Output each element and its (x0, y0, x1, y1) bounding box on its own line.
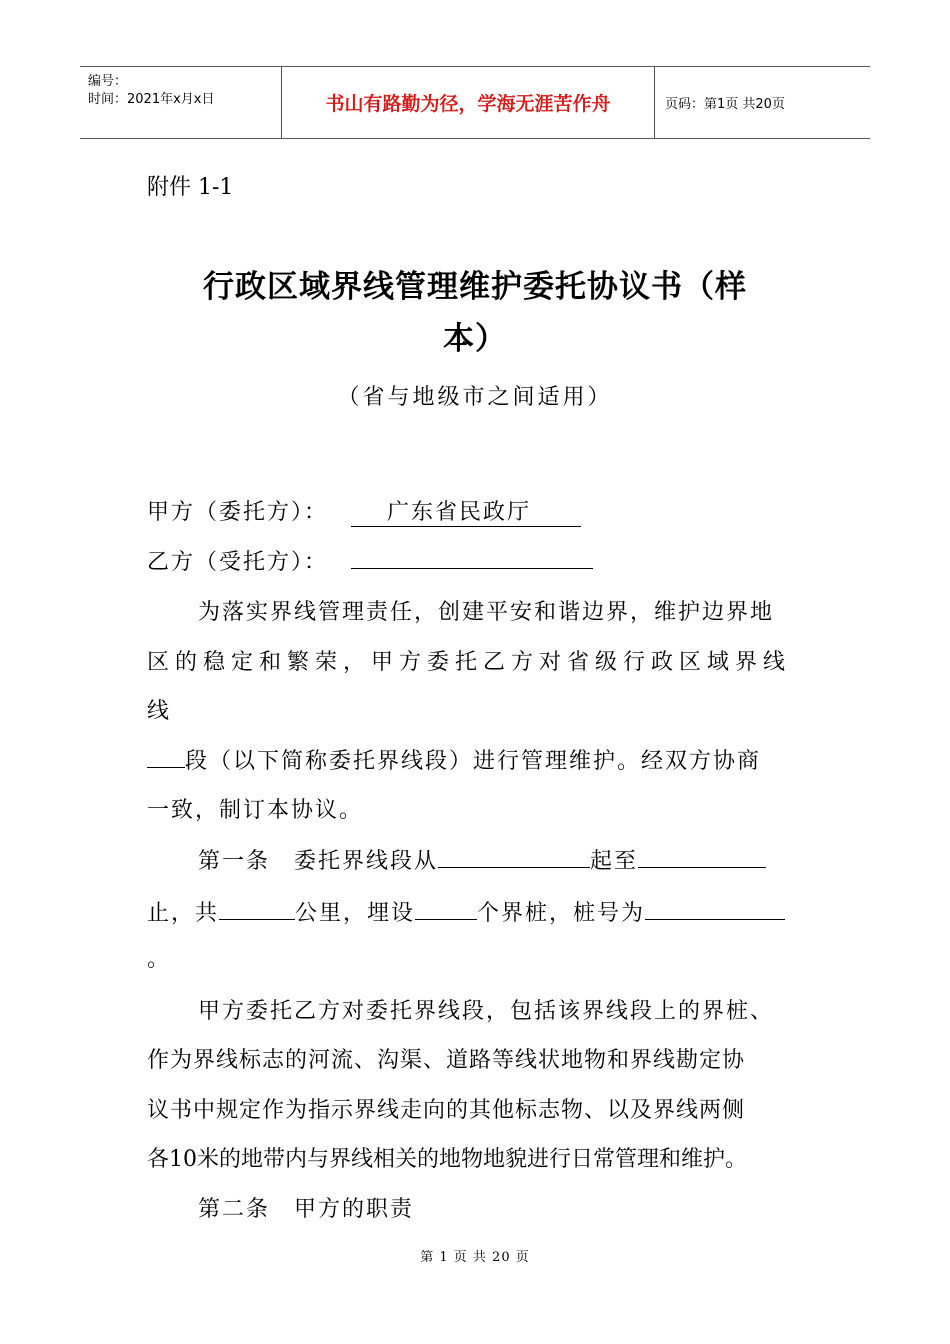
party-a-line (147, 495, 581, 527)
para1-line-1: 为落实界线管理责任，创建平安和谐边界，维护边界地 (198, 600, 775, 625)
document-time-label: 时间：2021年x月x日 (88, 92, 215, 107)
document-subtitle: （省与地级市之间适用） (337, 385, 613, 410)
segment-blank (147, 745, 185, 768)
article-1-part-4: 公里，埋设 (295, 901, 416, 926)
party-a-label: 甲方（委托方）： (147, 500, 329, 525)
para2-line-1: 甲方委托乙方对委托界线段，包括该界线段上的界桩、 (198, 999, 775, 1024)
article-1-line-2 (147, 896, 785, 927)
para1-line-4-text: 段（以下简称委托界线段）进行管理维护。经双方协商 (185, 749, 762, 774)
pile-count-blank (415, 897, 477, 920)
end-point-blank (638, 845, 766, 868)
document-number-label: 编号： (88, 74, 128, 89)
header-meta (80, 67, 282, 138)
article-1-part-2: 起至 (590, 849, 639, 874)
para1-line-3: 线 (147, 699, 172, 724)
page-header (80, 66, 870, 139)
page-footer: 第 1 页 共 20 页 (420, 1250, 530, 1265)
para1-line-2: 区的稳定和繁荣，甲方委托乙方对省级行政区域界线 (147, 650, 792, 675)
header-page-number: 页码：第1页 共20页 (665, 97, 785, 112)
document-title-line-2: 本） (443, 321, 507, 357)
article-1-end: 。 (147, 947, 172, 972)
para1-line-4 (147, 744, 761, 775)
attachment-label: 附件 1-1 (147, 175, 234, 200)
document-title-line-1: 行政区域界线管理维护委托协议书（样 (203, 269, 747, 305)
article-2-heading: 第二条 甲方的职责 (198, 1197, 415, 1222)
pile-number-blank (645, 897, 785, 920)
article-1-part-1: 第一条 委托界线段从 (198, 849, 439, 874)
header-motto: 书山有路勤为径，学海无涯苦作舟 (282, 67, 655, 138)
para2-line-2: 作为界线标志的河流、沟渠、道路等线状地物和界线勘定协 (147, 1048, 746, 1073)
party-a-value: 广东省民政厅 (351, 495, 581, 527)
article-1-part-3: 止，共 (147, 901, 220, 926)
km-blank (219, 897, 295, 920)
article-1-part-5: 个界桩，桩号为 (477, 901, 646, 926)
party-b-blank (351, 546, 593, 569)
para1-line-5: 一致，制订本协议。 (147, 798, 364, 823)
article-1-line-1 (198, 844, 766, 875)
party-b-label: 乙方（受托方）： (147, 550, 329, 575)
para2-line-4: 各10米的地带内与界线相关的地物地貌进行日常管理和维护。 (147, 1147, 747, 1172)
start-point-blank (438, 845, 590, 868)
para2-line-3: 议书中规定作为指示界线走向的其他标志物、以及界线两侧 (147, 1098, 746, 1123)
party-b-line (147, 545, 593, 576)
